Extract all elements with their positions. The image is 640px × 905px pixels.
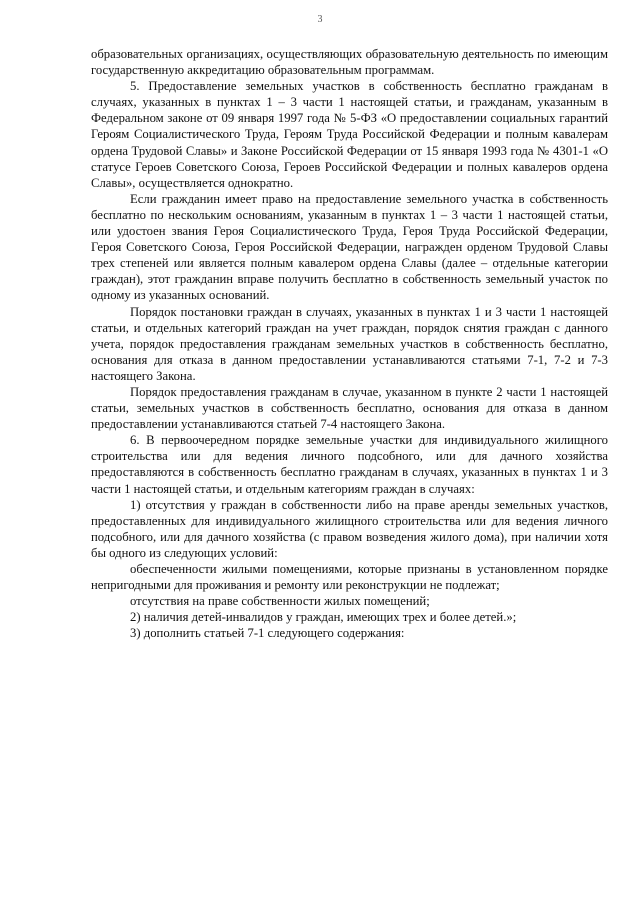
paragraph-item-6: 6. В первоочередном порядке земельные участки для индивидуального жилищного строительства или для ведения личного подсобного, или для дачного хозяйства предоставляются в собственность бесплатно гражданам в случаях, указанных в пунктах 1 и 3 части 1 настоящей статьи, и отдельным категориям граждан в случаях: <box>91 433 608 496</box>
paragraph-continuation: образовательных организациях, осуществляющих образовательную деятельность по имеющим государственную аккредитацию образовательным программам. <box>91 47 608 78</box>
paragraph-subitem-3: 3) дополнить статьей 7-1 следующего содержания: <box>130 626 405 641</box>
paragraph-subitem-1: 1) отсутствия у граждан в собственности либо на праве аренды земельных участков, предоставленных для индивидуального жилищного строительства или для ведения личного подсобного, или для дачного хозяйства (с правом возведения жилого дома), при наличии хотя бы одного из следующих условий: <box>91 497 608 560</box>
paragraph-condition-unfit-housing: обеспеченности жилыми помещениями, которые признаны в установленном порядке непригодными для проживания и ремонту или реконструкции не подлежат; <box>91 562 608 593</box>
paragraph-subitem-2: 2) наличия детей-инвалидов у граждан, имеющих трех и более детей.»; <box>130 610 517 625</box>
paragraph-provision-procedure: Порядок предоставления гражданам в случае, указанном в пункте 2 части 1 настоящей статьи, земельных участков в собственность бесплатно, основания для отказа в данном предоставлении устанавливаются статьей 7-4 настоящего Закона. <box>91 384 608 432</box>
paragraph-registration-procedure: Порядок постановки граждан в случаях, указанных в пунктах 1 и 3 части 1 настоящей статьи, и отдельных категорий граждан на учет граждан, порядок снятия граждан с данного учета, порядок предоставления гражданам земельных участков в собственность бесплатно, основания для отказа в данном предоставлении устанавливаются статьями 7-1, 7-2 и 7-3 настоящего Закона. <box>91 304 608 383</box>
paragraph-item-5: 5. Предоставление земельных участков в собственность бесплатно гражданам в случаях, указанных в пунктах 1 – 3 части 1 настоящей статьи, и гражданам, указанным в Федеральном законе от 09 января 1997 года № 5-ФЗ «О предоставлении социальных гарантий Героям Социалистического Труда, Героям Труда Российской Федерации и полным кавалерам ордена Трудовой Славы» и Законе Российской Федерации от 15 января 1993 года № 4301-1 «О статусе Героев Советского Союза, Героев Российской Федерации и полных кавалеров ордена Славы», осуществляется однократно. <box>91 79 608 190</box>
page-number: 3 <box>317 14 323 25</box>
paragraph-condition-no-housing: отсутствия на праве собственности жилых помещений; <box>130 594 430 609</box>
paragraph-multiple-grounds: Если гражданин имеет право на предоставление земельного участка в собственность бесплатно по нескольким основаниям, указанным в пунктах 1 – 3 части 1 настоящей статьи, или удостоен звания Героя Социалистического Труда, Героя Труда Российской Федерации, Героя Советского Союза, Героя Российской Федерации, награжден орденом Трудовой Славы трех степеней или является полным кавалером ордена Славы (далее – отдельные категории граждан), этот гражданин вправе получить бесплатно в собственность земельный участок по одному из указанных оснований. <box>91 191 608 303</box>
document-body <box>91 46 608 641</box>
